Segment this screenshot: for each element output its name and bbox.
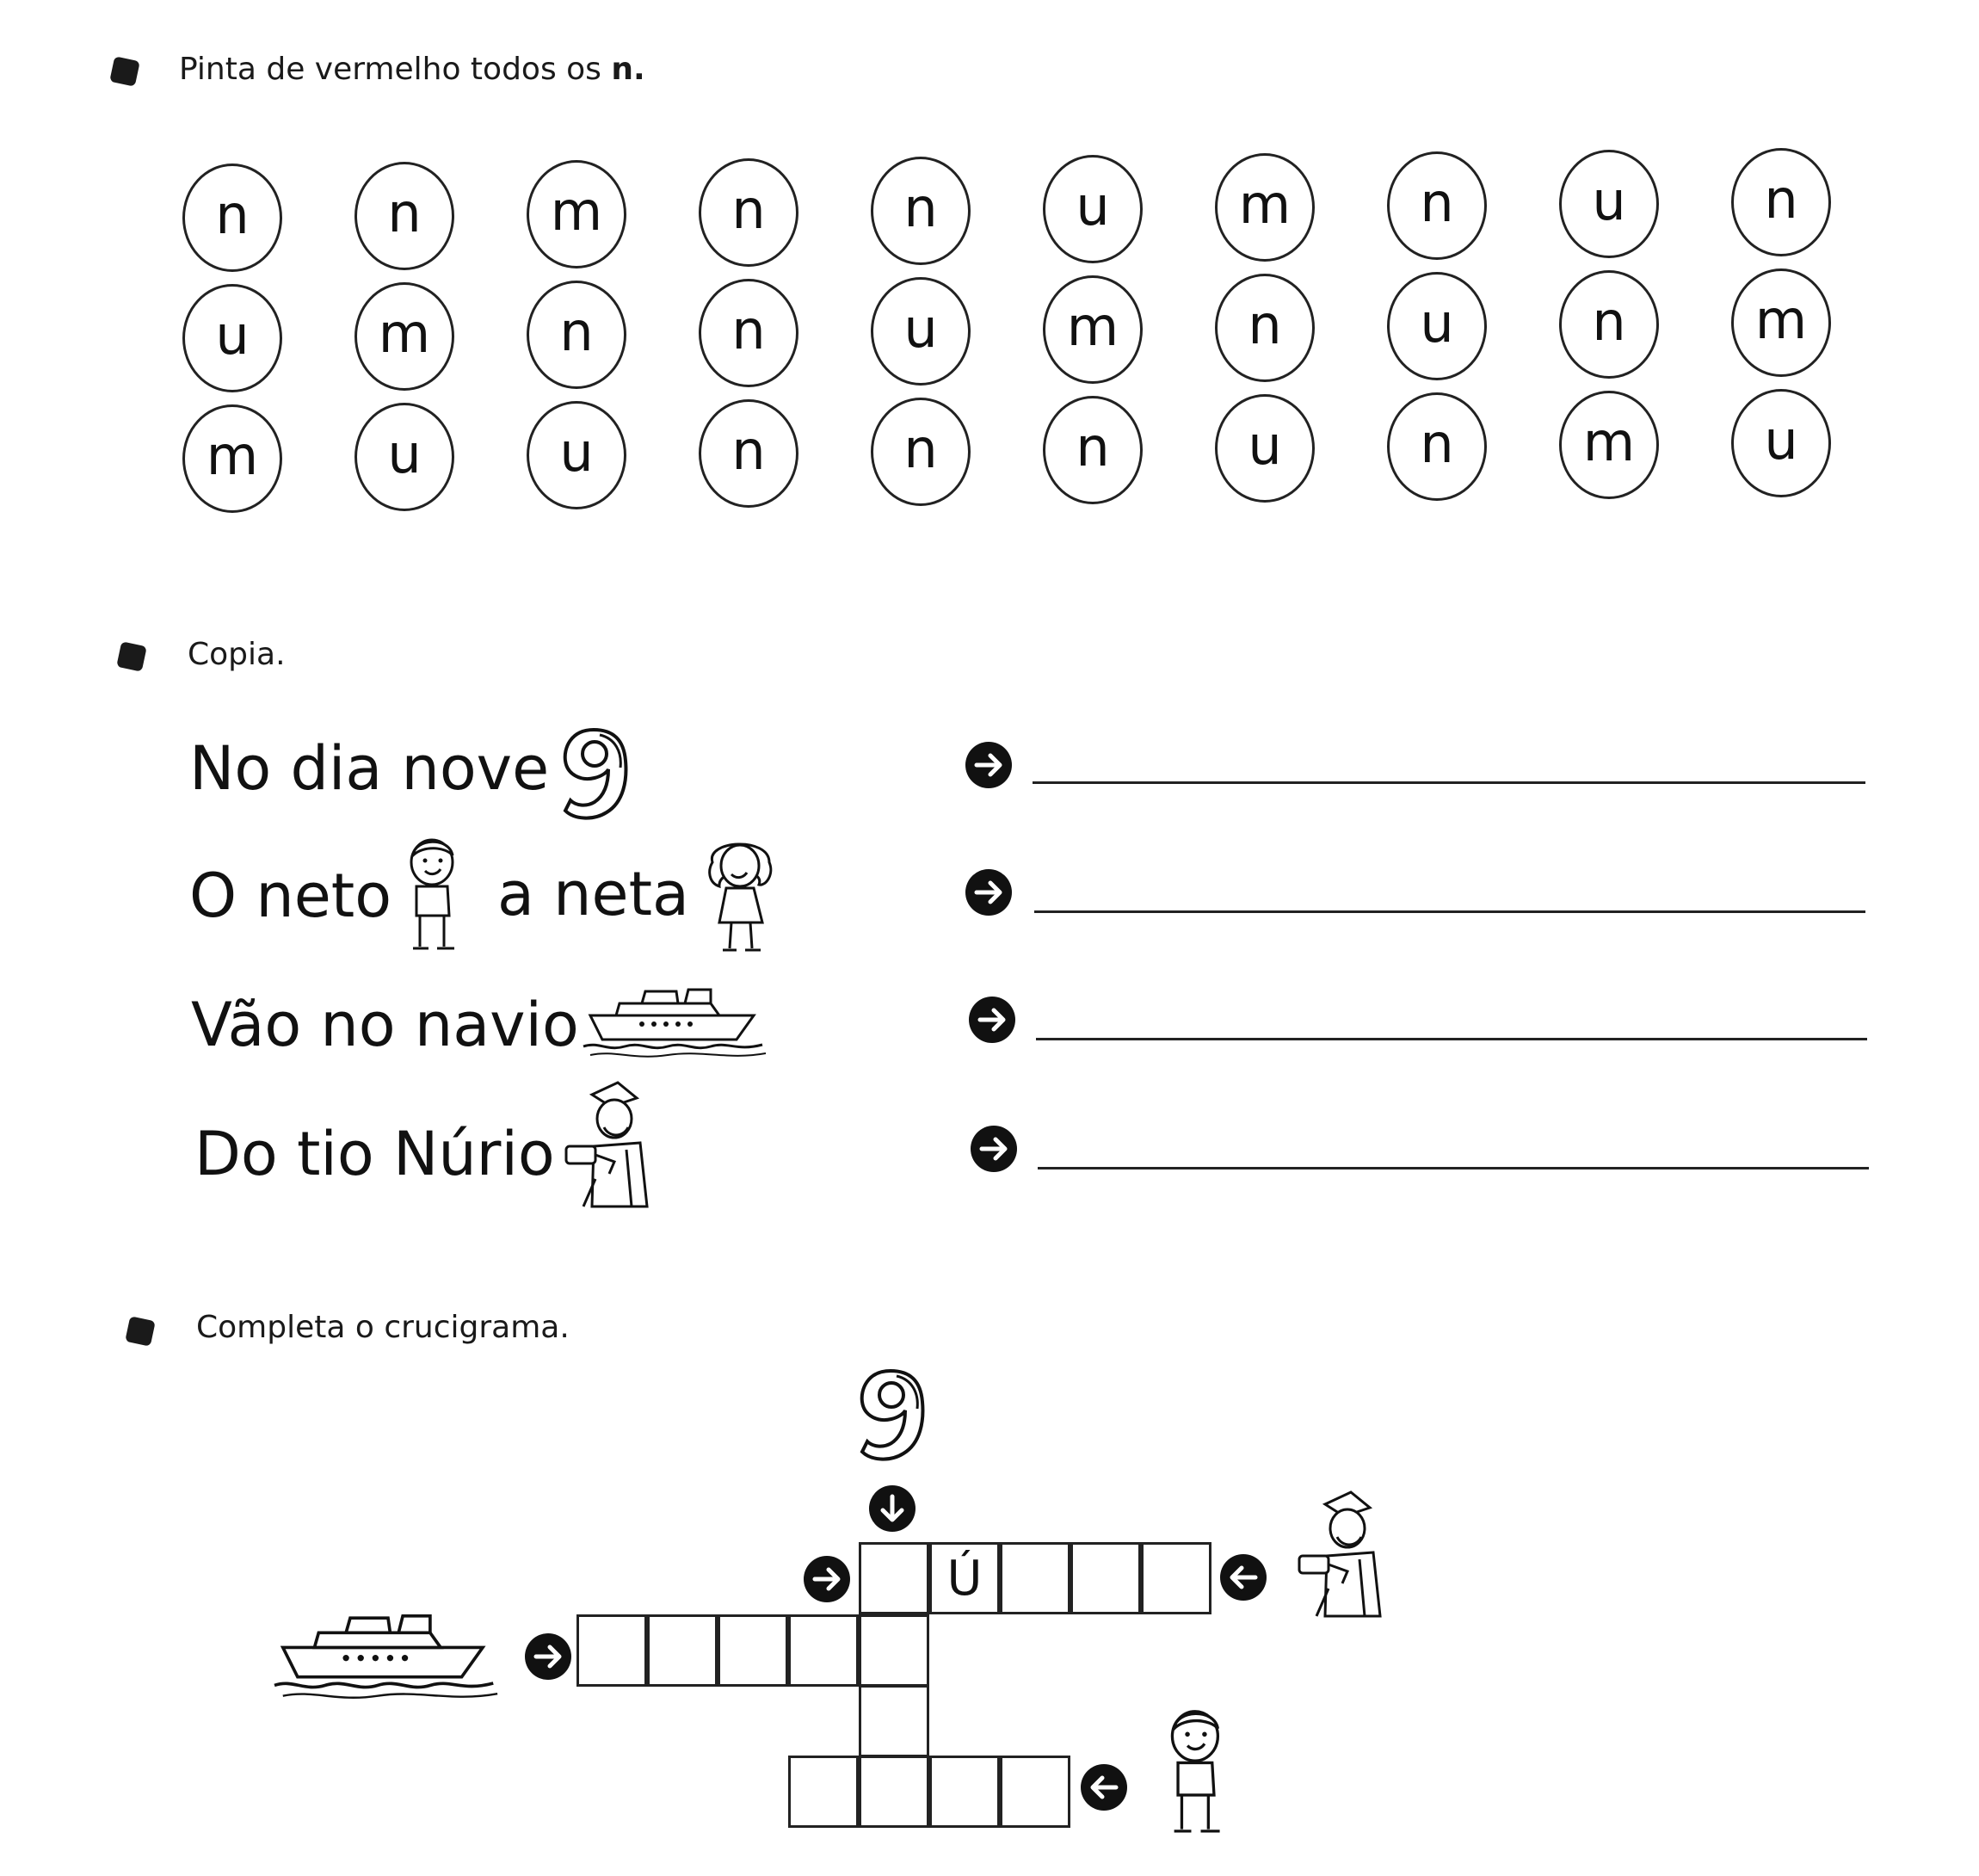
crossword-cell[interactable] — [859, 1542, 929, 1614]
copy-line-2-answer[interactable] — [1034, 910, 1865, 913]
bullet-icon — [116, 641, 147, 672]
arrow-right-icon — [969, 997, 1015, 1043]
letter-circle[interactable]: u — [871, 277, 971, 386]
crossword-cell[interactable] — [859, 1756, 929, 1828]
letter-circle[interactable]: u — [527, 401, 626, 509]
copy-line-2-text-b: a neta — [497, 859, 689, 929]
letter-circle[interactable]: n — [871, 398, 971, 506]
letter-circle[interactable]: u — [1215, 394, 1315, 503]
letter-circle[interactable]: u — [1043, 155, 1143, 263]
crossword-cell[interactable] — [1141, 1542, 1211, 1614]
ship-icon — [272, 1608, 504, 1702]
letter-circle[interactable]: n — [1215, 274, 1315, 382]
boy-icon — [1153, 1704, 1239, 1842]
letter-circle[interactable]: m — [354, 282, 454, 391]
letter-circle[interactable]: u — [1387, 272, 1487, 380]
letter-circle[interactable]: n — [354, 162, 454, 270]
copy-line-2-text-a: O neto — [189, 861, 392, 931]
arrow-right-icon — [525, 1633, 571, 1680]
letter-circle[interactable]: m — [1043, 275, 1143, 384]
arrow-right-icon — [965, 742, 1012, 788]
girl-icon — [697, 833, 783, 958]
crossword-cell-given: Ú — [929, 1542, 1000, 1614]
arrow-down-icon — [869, 1485, 916, 1532]
letter-circle[interactable]: m — [182, 404, 282, 513]
crossword-cell[interactable] — [788, 1614, 859, 1687]
crossword-cell[interactable] — [647, 1614, 718, 1687]
ship-icon — [582, 983, 771, 1060]
letter-circle[interactable]: n — [1387, 392, 1487, 501]
letter-circle[interactable]: u — [1559, 150, 1659, 258]
bullet-icon — [125, 1316, 156, 1347]
copy-line-4-text: Do tio Núrio — [194, 1119, 555, 1189]
letter-circle[interactable]: m — [1215, 153, 1315, 262]
captain-icon — [558, 1077, 661, 1211]
crossword-cell[interactable] — [1070, 1542, 1141, 1614]
arrow-right-icon — [804, 1556, 850, 1602]
copy-line-1-text: No dia nove — [189, 733, 550, 804]
crossword-cell[interactable] — [788, 1756, 859, 1828]
target-letter: n. — [611, 52, 645, 87]
letter-circle[interactable]: n — [1731, 148, 1831, 256]
number-nine-icon — [852, 1364, 929, 1463]
instruction-text: Pinta de vermelho todos os — [179, 52, 612, 87]
letter-circle[interactable]: n — [1387, 151, 1487, 260]
crossword-cell[interactable] — [859, 1614, 929, 1687]
boy-icon — [394, 833, 472, 958]
crossword-cell[interactable] — [1000, 1542, 1070, 1614]
letter-circle[interactable]: u — [182, 284, 282, 392]
letter-circle[interactable]: n — [1559, 270, 1659, 379]
arrow-left-icon — [1081, 1764, 1127, 1811]
number-nine-icon — [555, 723, 632, 822]
letter-circle[interactable]: n — [871, 157, 971, 265]
instruction-crossword: Completa o crucigrama. — [196, 1310, 570, 1345]
letter-circle[interactable]: u — [1731, 389, 1831, 497]
captain-icon — [1291, 1487, 1394, 1620]
copy-line-1-answer[interactable] — [1033, 781, 1865, 784]
instruction-paint — [179, 52, 645, 87]
letter-circle[interactable]: m — [1559, 391, 1659, 499]
crossword-cell[interactable] — [718, 1614, 788, 1687]
copy-line-3-text: Vão no navio — [191, 990, 579, 1060]
letter-circle[interactable]: m — [527, 160, 626, 268]
arrow-right-icon — [965, 869, 1012, 916]
letter-circle[interactable]: n — [182, 164, 282, 272]
arrow-left-icon — [1220, 1554, 1267, 1601]
bullet-icon — [109, 56, 140, 87]
letter-circle[interactable]: m — [1731, 268, 1831, 377]
crossword-cell[interactable] — [929, 1756, 1000, 1828]
letter-circle[interactable]: n — [699, 158, 798, 267]
crossword-cell[interactable] — [1000, 1756, 1070, 1828]
copy-line-4-answer[interactable] — [1038, 1167, 1869, 1169]
letter-circle[interactable]: u — [354, 403, 454, 511]
letter-circle[interactable]: n — [1043, 396, 1143, 504]
instruction-copy: Copia. — [188, 637, 286, 672]
copy-line-3-answer[interactable] — [1036, 1038, 1867, 1040]
arrow-right-icon — [971, 1126, 1017, 1172]
crossword-cell[interactable] — [859, 1685, 929, 1757]
crossword-cell[interactable] — [576, 1614, 647, 1687]
letter-circle[interactable]: n — [699, 399, 798, 508]
letter-circle[interactable]: n — [527, 281, 626, 389]
letter-circle[interactable]: n — [699, 279, 798, 387]
